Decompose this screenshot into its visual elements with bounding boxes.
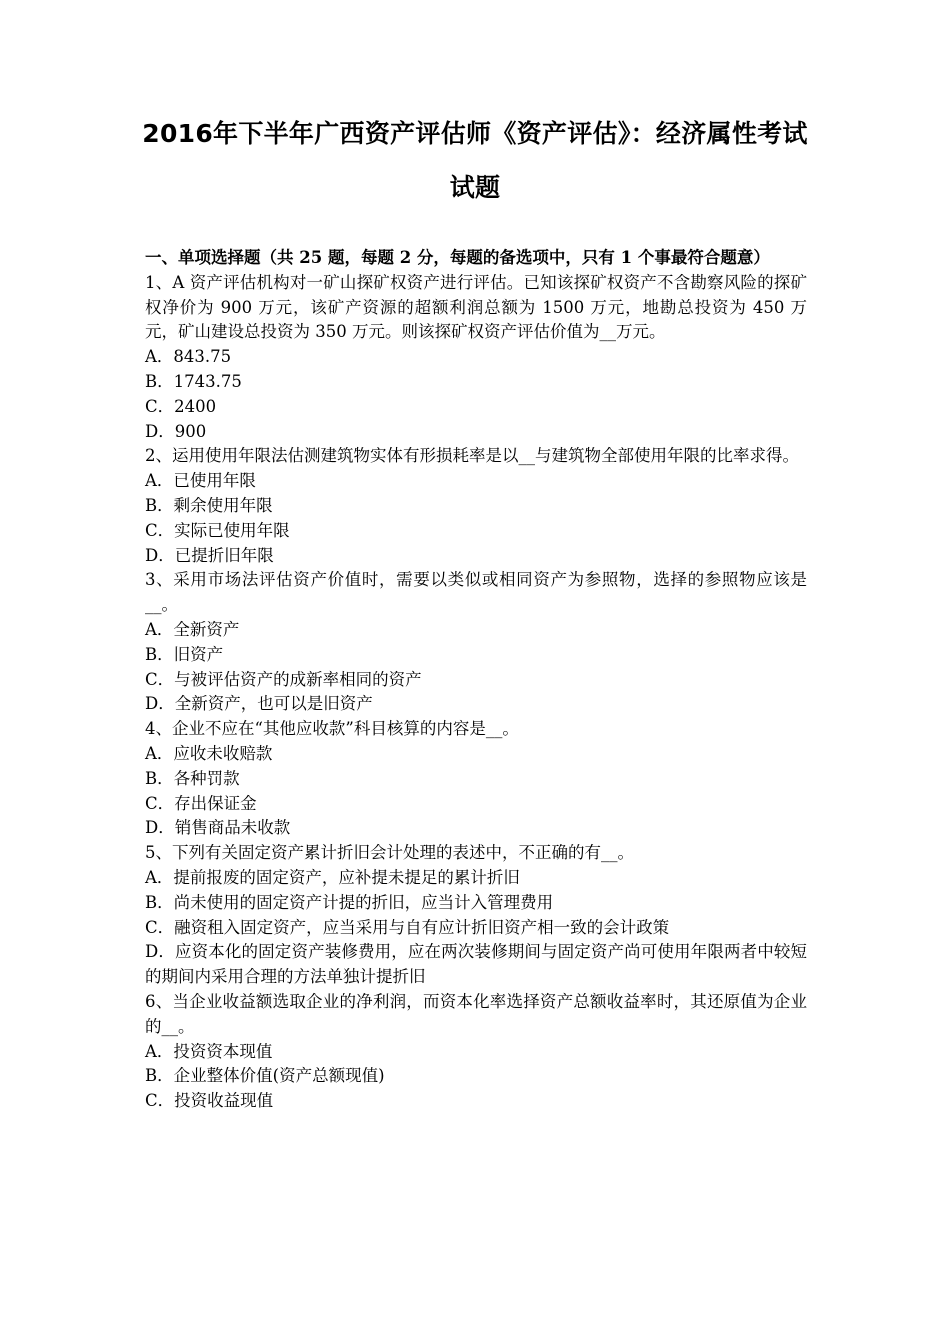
question-5	[145, 841, 807, 990]
option-d: D．已提折旧年限	[145, 545, 274, 565]
question-4	[145, 717, 807, 841]
option-c: C．实际已使用年限	[145, 520, 290, 540]
question-stem: 3、采用市场法评估资产价值时，需要以类似或相同资产为参照物，选择的参照物应该是__。	[145, 570, 807, 615]
document-title-line-1: 2016年下半年广西资产评估师《资产评估》：经济属性考试	[142, 119, 808, 148]
option-a: A．提前报废的固定资产，应补提未提足的累计折旧	[145, 867, 520, 887]
question-3	[145, 568, 807, 717]
option-d: D．全新资产，也可以是旧资产	[145, 694, 373, 714]
option-c: C．融资租入固定资产，应当采用与自有应计折旧资产相一致的会计政策	[145, 917, 670, 937]
option-d: D．销售商品未收款	[145, 818, 291, 838]
option-a: A．已使用年限	[145, 471, 256, 491]
option-a: A．843.75	[145, 347, 232, 367]
option-b: B．各种罚款	[145, 768, 240, 788]
option-d: D．应资本化的固定资产装修费用，应在两次装修期间与固定资产尚可使用年限两者中较短的期间内采用合理的方法单独计提折旧	[145, 942, 807, 987]
question-stem: 6、当企业收益额选取企业的净利润，而资本化率选择资产总额收益率时，其还原值为企业的__。	[145, 991, 807, 1036]
option-b: B．1743.75	[145, 371, 242, 391]
option-b: B．尚未使用的固定资产计提的折旧，应当计入管理费用	[145, 892, 554, 912]
option-c: C．与被评估资产的成新率相同的资产	[145, 669, 422, 689]
section-heading: 一、单项选择题（共 25 题，每题 2 分，每题的备选项中，只有 1 个事最符合题意）	[145, 248, 770, 267]
option-b: B．企业整体价值(资产总额现值)	[145, 1066, 385, 1086]
option-c: C．投资收益现值	[145, 1091, 274, 1111]
question-1	[145, 271, 807, 445]
option-c: C．2400	[145, 396, 217, 416]
option-a: A．全新资产	[145, 619, 240, 639]
option-a: A．投资资本现值	[145, 1041, 273, 1061]
question-stem: 5、下列有关固定资产累计折旧会计处理的表述中，不正确的有__。	[145, 843, 634, 863]
option-a: A．应收未收赔款	[145, 743, 273, 763]
document-title-line-2: 试题	[449, 173, 501, 202]
option-b: B．旧资产	[145, 644, 224, 664]
question-6	[145, 990, 807, 1114]
option-d: D．900	[145, 421, 207, 441]
option-c: C．存出保证金	[145, 793, 257, 813]
option-b: B．剩余使用年限	[145, 495, 273, 515]
document-body	[145, 246, 807, 1114]
question-stem: 4、企业不应在“其他应收款”科目核算的内容是__。	[145, 719, 519, 739]
question-stem: 2、运用使用年限法估测建筑物实体有形损耗率是以__与建筑物全部使用年限的比率求得。	[145, 446, 799, 466]
question-2	[145, 444, 807, 568]
question-stem: 1、A 资产评估机构对一矿山探矿权资产进行评估。已知该探矿权资产不含勘察风险的探矿权净价为 900 万元，该矿产资源的超额利润总额为 1500 万元，地勘总投资为 450 万元，矿山建设总投资为 350 万元。则该探矿权资产评估价值为__万元。	[145, 272, 807, 342]
